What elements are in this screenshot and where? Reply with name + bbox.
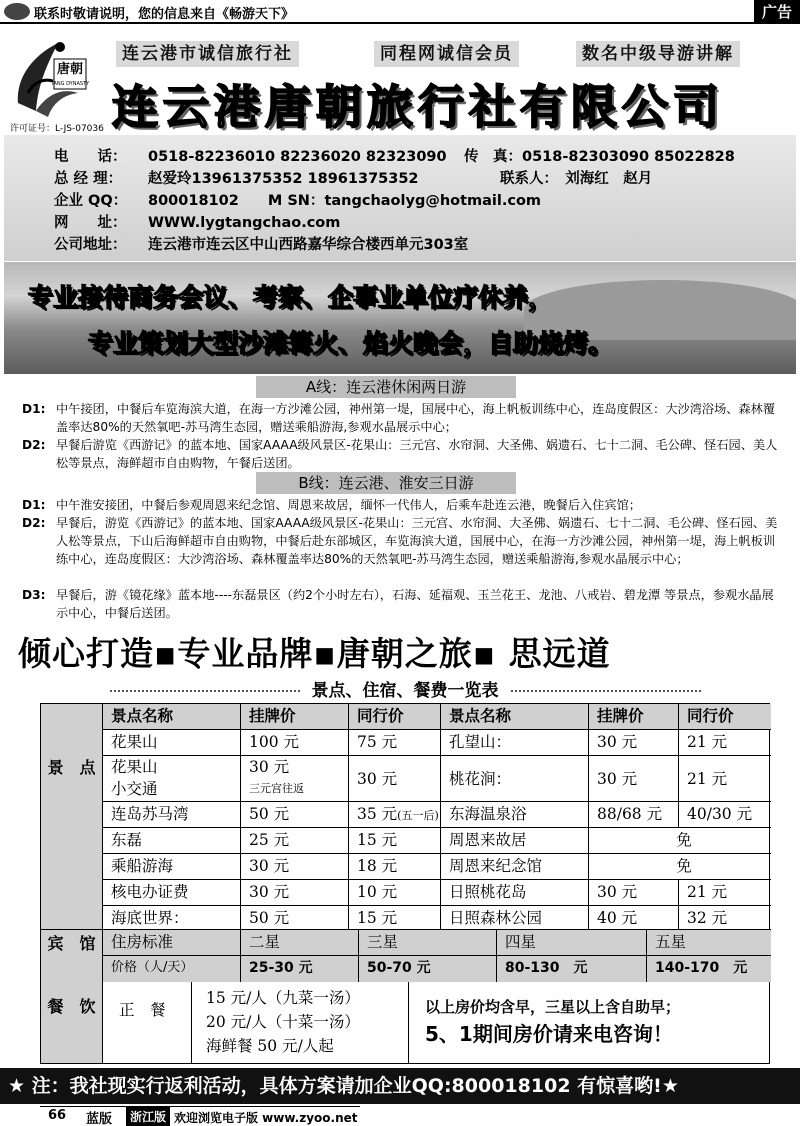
- hotel-side-label: 宾 馆: [41, 930, 103, 982]
- msn-address[interactable]: tangchaolyg@hotmail.com: [324, 193, 542, 209]
- route-a-title: A线：连云港休闲两日游: [256, 376, 516, 398]
- table-title: 景点、住宿、餐费一览表: [40, 676, 770, 701]
- hotel-price-label: 价格（人/天）: [103, 956, 241, 982]
- hotel-std-label: 住房标准: [103, 930, 241, 956]
- meal-section: [40, 982, 770, 1064]
- page-number: 66: [48, 1108, 67, 1123]
- route-b-day-3: D3: 早餐后，游《镜花缘》蓝本地----东磊景区（约2个小时左右），石海、延福观、玉兰花王、龙池、八戒岩、碧龙潭 等景点，参观水晶展示中心，中餐后送团。: [22, 588, 774, 620]
- manager-row: 总 经 理： 赵爱玲13961375352 18961375352: [54, 171, 419, 187]
- contact-people-row: 联系人： 刘海红 赵月: [500, 171, 653, 187]
- table-cell: 周恩来故居: [441, 828, 589, 854]
- footer-divider: [40, 1106, 360, 1107]
- contact-people: 刘海红 赵月: [565, 171, 653, 187]
- route-b-title: B线：连云港、淮安三日游: [256, 472, 516, 494]
- table-cell: 连岛苏马湾: [103, 802, 241, 828]
- table-cell: 21 元: [679, 756, 771, 802]
- slogan-credit: 连云港市诚信旅行社: [116, 41, 299, 67]
- table-cell: 日照森林公园: [441, 906, 589, 930]
- ad-tag: 广告: [754, 0, 800, 24]
- logo-subtext: TANG DYNASTY: [50, 81, 90, 87]
- meal-price-2: 20 元/人（十菜一汤）: [206, 1013, 360, 1031]
- table-cell: 30 元: [241, 880, 349, 906]
- service-banner: [4, 262, 796, 374]
- contact-info: [4, 135, 796, 261]
- table-cell: 75 元: [349, 730, 441, 756]
- fax-row: 传 真：0518-82303090 85022828: [464, 149, 735, 165]
- hotel-star-2: 二星: [241, 930, 359, 956]
- hotel-breakfast-note: 以上房价均含早，三星以上含自助早；: [425, 998, 681, 1016]
- table-cell: 10 元: [349, 880, 441, 906]
- magazine-logo-icon: [4, 3, 30, 20]
- table-cell: 88/68 元: [589, 802, 679, 828]
- source-notice: 联系时敬请说明，您的信息来自《畅游天下》: [34, 7, 295, 22]
- table-cell: 100 元: [241, 730, 349, 756]
- footer-website[interactable]: 欢迎浏览电子版 www.zyoo.net: [174, 1111, 358, 1125]
- table-cell: 50 元: [241, 802, 349, 828]
- table-cell: 35 元(五一后): [349, 802, 441, 828]
- slogan-member: 同程网诚信会员: [374, 41, 519, 67]
- meal-price-3: 海鲜餐 50 元/人起: [206, 1037, 334, 1055]
- company-name: 连云港唐朝旅行社有限公司: [112, 80, 724, 134]
- company-logo: [8, 33, 92, 119]
- table-cell: 32 元: [679, 906, 771, 930]
- table-cell: 周恩来纪念馆: [441, 854, 589, 880]
- table-cell: 30 元: [589, 880, 679, 906]
- table-cell: 40/30 元: [679, 802, 771, 828]
- footer: [0, 1106, 800, 1126]
- route-a-day-2: D2: 早餐后游览《西游记》的蓝本地、国家AAAA级风景区-花果山：三元宫、水帘洞、大圣佛、娲遗石、七十二洞、毛公碑、怪石园、美人松等景点，海鲜超市自由购物，午餐后送团。: [22, 438, 778, 470]
- table-cell: 核电办证费: [103, 880, 241, 906]
- hotel-price-4star: 80-130 元: [497, 956, 647, 982]
- table-cell: 30 元: [589, 756, 679, 802]
- table-cell: 东海温泉浴: [441, 802, 589, 828]
- scenic-side-label: 景 点: [41, 704, 103, 930]
- hotel-star-5: 五星: [647, 930, 771, 956]
- col-header-name-1: 景点名称: [103, 704, 241, 730]
- website-row: 网 址： WWW.lygtangchao.com: [54, 215, 341, 231]
- table-cell: 30 元: [349, 756, 441, 802]
- region-badge: 浙江版: [126, 1107, 170, 1126]
- price-table: [40, 703, 770, 982]
- route-b-day-1: D1: 中午淮安接团，中餐后参观周恩来纪念馆、周恩来故居，缅怀一代伟人，后乘车赴连云港，晚餐后入住宾馆；: [22, 498, 641, 512]
- address-row: 公司地址： 连云港市连云区中山西路嘉华综合楼西单元303室: [54, 237, 469, 253]
- holiday-price-note: 5、1期间房价请来电咨询！: [425, 1022, 673, 1046]
- edition-label: 蓝版: [86, 1112, 113, 1126]
- hotel-price-3star: 50-70 元: [359, 956, 497, 982]
- table-cell: 日照桃花岛: [441, 880, 589, 906]
- table-cell: 15 元: [349, 828, 441, 854]
- hotel-price-5star: 140-170 元: [647, 956, 771, 982]
- table-cell: 免: [589, 854, 771, 880]
- col-header-peer-2: 同行价: [679, 704, 771, 730]
- fax-numbers: 0518-82303090 85022828: [522, 149, 735, 165]
- slogan-guides: 数名中级导游讲解: [576, 41, 740, 67]
- table-cell: 乘船游海: [103, 854, 241, 880]
- table-cell: 18 元: [349, 854, 441, 880]
- qq-row: 企业 QQ： 800018102 M SN：tangchaolyg@hotmail.com: [54, 193, 542, 209]
- phone-row: 电 话： 0518-82236010 82236020 82323090: [54, 149, 447, 165]
- col-header-list-2: 挂牌价: [589, 704, 679, 730]
- route-a-day-1: D1: 中午接团，中餐后车览海滨大道，在海一方沙滩公园，神州第一堤，国展中心，海上帆板训练中心，连岛度假区：大沙湾浴场、森林覆盖率达80%的天然氧吧-苏马湾生态园，赠送乘船游海,参观水晶展示中心；: [22, 402, 776, 434]
- table-cell: 30 元: [589, 730, 679, 756]
- logo-text: 唐朝: [56, 62, 84, 77]
- meal-price-1: 15 元/人（九菜一汤）: [206, 989, 360, 1007]
- brand-slogan: 倾心打造▪专业品牌▪唐朝之旅▪ 思远道: [18, 634, 611, 673]
- website-link[interactable]: WWW.lygtangchao.com: [148, 215, 341, 231]
- top-bar: [0, 0, 800, 24]
- route-b-day-2: D2: 早餐后，游览《西游记》的蓝本地、国家AAAA级风景区-花果山：三元宫、水帘洞、大圣佛、娲遗石、七十二洞、毛公碑、怪石园、美人松等景点，下山后海鲜超市自由购物，中餐后赴东部城区，车览海滨大道，国展中心，在海一方沙滩公园，神州第一堤，海上帆板训练中心，连岛度假区：大沙湾浴场、森林覆盖率达80%的天然氧吧-苏马湾生态园，赠送乘船游海,参观水晶展示中心；: [22, 516, 778, 566]
- meal-type: 正 餐: [119, 1001, 166, 1019]
- table-cell: 50 元: [241, 906, 349, 930]
- manager-name: 赵爱玲13961375352 18961375352: [148, 171, 419, 187]
- table-cell: 桃花涧：: [441, 756, 589, 802]
- col-header-list-1: 挂牌价: [241, 704, 349, 730]
- col-header-name-2: 景点名称: [441, 704, 589, 730]
- promo-banner: ★ 注：我社现实行返利活动，具体方案请加企业QQ:800018102 有惊喜哟!★: [0, 1068, 800, 1104]
- banner-line-2: 专业策划大型沙滩篝火、焰火晚会，自助烧烤。: [88, 329, 614, 358]
- table-cell: 花果山 小交通: [103, 756, 241, 802]
- table-cell: 孔望山：: [441, 730, 589, 756]
- table-cell: 40 元: [589, 906, 679, 930]
- hotel-star-4: 四星: [497, 930, 647, 956]
- hotel-star-3: 三星: [359, 930, 497, 956]
- table-cell: 15 元: [349, 906, 441, 930]
- divider: [110, 690, 300, 692]
- table-cell: 21 元: [679, 730, 771, 756]
- banner-line-1: 专业接待商务会议、考察、企事业单位疗休养，: [28, 283, 554, 312]
- table-cell: 海底世界：: [103, 906, 241, 930]
- meal-prices: [191, 982, 409, 1063]
- table-cell: 花果山: [103, 730, 241, 756]
- table-cell: 25 元: [241, 828, 349, 854]
- company-address: 连云港市连云区中山西路嘉华综合楼西单元303室: [148, 237, 469, 253]
- table-cell: 21 元: [679, 880, 771, 906]
- phone-numbers: 0518-82236010 82236020 82323090: [148, 149, 447, 165]
- col-header-peer-1: 同行价: [349, 704, 441, 730]
- table-cell: 30 元 三元宫往返: [241, 756, 349, 802]
- table-cell: 东磊: [103, 828, 241, 854]
- table-cell: 免: [589, 828, 771, 854]
- dancer-logo-icon: [8, 33, 92, 119]
- license-number: 许可证号：L-JS-07036: [10, 124, 104, 134]
- table-cell: 30 元: [241, 854, 349, 880]
- hotel-price-2star: 25-30 元: [241, 956, 359, 982]
- company-qq[interactable]: 800018102: [148, 193, 239, 209]
- meal-side-label: 餐 饮: [41, 982, 103, 1063]
- divider: [511, 690, 701, 692]
- header: [4, 27, 796, 135]
